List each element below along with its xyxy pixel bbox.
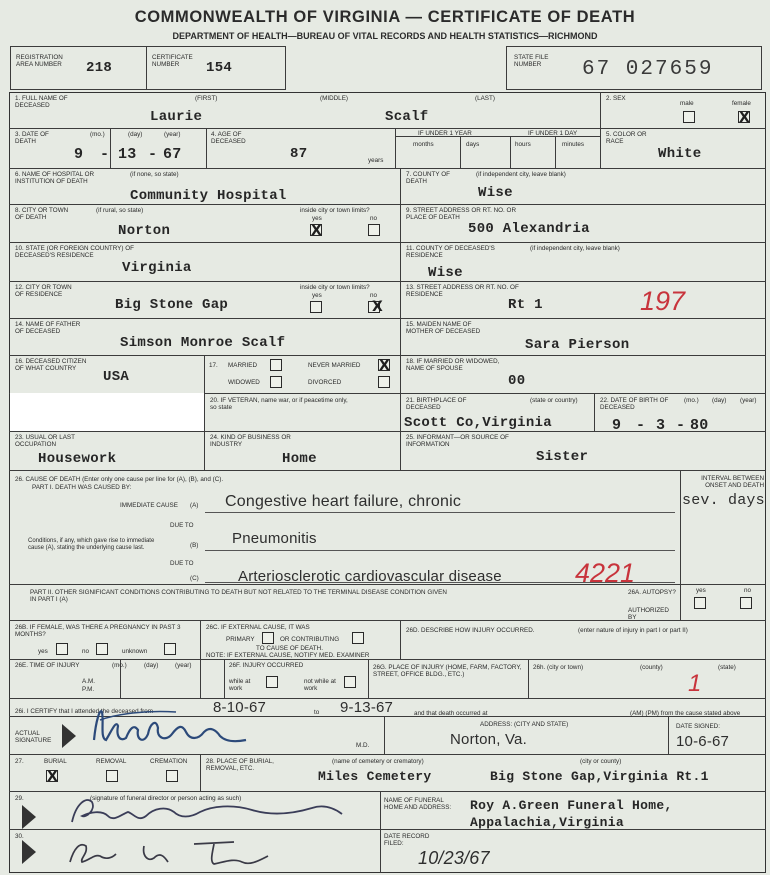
street-of-residence: Rt 1 [508, 297, 543, 313]
informant-value: Sister [536, 449, 589, 465]
pregnancy-label: 26B. IF FEMALE, WAS THERE A PREGNANCY IN PAST 3 MONTHS? [15, 624, 181, 638]
under-1-year-label: IF UNDER 1 YEAR [418, 130, 472, 137]
conditions-note: Conditions, if any, which gave rise to immediate cause (A), stating the underlying cause last. [28, 538, 155, 551]
burial-mark: X [47, 769, 58, 785]
time-of-injury-label: 26E. TIME OF INJURY [15, 662, 80, 669]
rural-note: (if rural, so state) [96, 207, 144, 214]
registrar-signature [64, 832, 284, 872]
death-day: 13 [118, 146, 137, 163]
external-cause-label: 26C. IF EXTERNAL CAUSE, IT WAS [206, 624, 310, 631]
physician-signature [86, 700, 266, 754]
certificate-number-label: CERTIFICATE NUMBER [152, 54, 193, 68]
father-label: 14. NAME OF FATHER OF DECEASED [15, 321, 81, 335]
years-label: years [368, 157, 384, 164]
deceased-first-name: Laurie [150, 109, 203, 125]
married-checkbox[interactable] [270, 359, 282, 371]
veteran-label: 20. IF VETERAN, name war, or if peacetime only, so state [210, 397, 348, 411]
divorced-checkbox[interactable] [378, 376, 390, 388]
dob-label: 22. DATE OF BIRTH OF DECEASED [600, 397, 669, 411]
mother-label: 15. MAIDEN NAME OF MOTHER OF DECEASED [406, 321, 481, 335]
red-annotation-4221: 4221 [575, 558, 636, 588]
first-label: (FIRST) [195, 95, 218, 102]
deceased-last-name: Scalf [385, 109, 429, 125]
citizen-label: 16. DECEASED CITIZEN OF WHAT COUNTRY [15, 358, 87, 372]
place-of-burial-label: 28. PLACE OF BURIAL, REMOVAL, ETC. [206, 758, 274, 772]
and-that-label: and that death occurred at [414, 710, 488, 717]
age-value: 87 [290, 146, 308, 162]
dob-day-label: (day) [712, 397, 727, 404]
date-of-death-label: 3. DATE OF DEATH [15, 131, 49, 145]
dob-mo-label: (mo.) [684, 397, 699, 404]
county-of-death-label: 7. COUNTY OF DEATH [406, 171, 450, 185]
injury-description-label: 26D. DESCRIBE HOW INJURY OCCURRED. [406, 627, 535, 634]
date-record-filed: 10/23/67 [418, 848, 490, 868]
city-of-death-label: 8. CITY OR TOWN OF DEATH [15, 207, 69, 221]
county-residence-note: (if independent city, leave blank) [530, 245, 620, 252]
occupation-label: 23. USUAL OR LAST OCCUPATION [15, 434, 75, 448]
ampm-label: (AM) (PM) from the cause stated above [630, 710, 741, 717]
certificate-title: COMMONWEALTH OF VIRGINIA — CERTIFICATE OF DEATH [134, 8, 636, 26]
birthplace-value: Scott Co,Virginia [404, 415, 552, 431]
death-year: 67 [163, 146, 182, 163]
cause-c: Arteriosclerotic cardiovascular disease [238, 568, 502, 585]
injury-mo-label: (mo.) [112, 662, 127, 669]
inside-yes-label: yes [312, 215, 322, 222]
injury-occurred-label: 26F. INJURY OCCURRED [229, 662, 304, 669]
county-of-death: Wise [478, 185, 513, 201]
dob-year-label: (year) [740, 397, 757, 404]
not-while-checkbox[interactable] [344, 676, 356, 688]
death-dash-2: - [148, 146, 158, 163]
death-year-label: (year) [164, 131, 181, 138]
male-checkbox[interactable] [683, 111, 695, 123]
redacted-block [10, 393, 204, 431]
father-name: Simson Monroe Scalf [120, 335, 286, 351]
cemetery-note: (name of cemetery or crematory) [332, 758, 424, 765]
city-of-residence: Big Stone Gap [115, 297, 229, 313]
inside-no-label: no [370, 215, 378, 222]
divorced-label: DIVORCED [308, 379, 342, 386]
age-label: 4. AGE OF DECEASED [211, 131, 246, 145]
res-no-label: no [370, 292, 378, 299]
death-day-label: (day) [128, 131, 143, 138]
city-county-note: (city or county) [580, 758, 622, 765]
autopsy-no-checkbox[interactable] [740, 597, 752, 609]
cause-a: Congestive heart failure, chronic [225, 493, 462, 510]
funeral-home-label: NAME OF FUNERAL HOME AND ADDRESS: [384, 797, 452, 811]
disposition-label: 27. [15, 758, 24, 765]
city-residence-label: 12. CITY OR TOWN OF RESIDENCE [15, 284, 72, 298]
race-value: White [658, 146, 702, 162]
spouse-name: 00 [508, 373, 526, 389]
birth-month: 9 [612, 417, 622, 434]
city-of-death: Norton [118, 223, 171, 239]
citizen-country: USA [103, 369, 130, 385]
funeral-home-line1: Roy A.Green Funeral Home, [470, 798, 673, 813]
autopsy-yes-label: yes [696, 587, 706, 594]
spouse-label: 18. IF MARRIED OR WIDOWED, NAME OF SPOUSE [406, 358, 500, 372]
informant-label: 25. INFORMANT—OR SOURCE OF INFORMATION [406, 434, 509, 448]
street-of-death: 500 Alexandria [468, 221, 590, 237]
attended-to: 9-13-67 [340, 699, 394, 716]
certify-label: 26i. I CERTIFY that I attended the deceased from [15, 708, 154, 715]
female-label: female [732, 100, 751, 107]
female-check-mark: X [739, 110, 750, 126]
res-inside-no-mark: X [372, 299, 383, 315]
last-label: (LAST) [475, 95, 495, 102]
autopsy-label: 26A. AUTOPSY? [628, 589, 676, 596]
county-residence-label: 11. COUNTY OF DECEASED'S RESIDENCE [406, 245, 495, 259]
interval-label: INTERVAL BETWEEN ONSET AND DEATH [701, 475, 764, 489]
death-dash-1: - [100, 146, 110, 163]
actual-signature-label: ACTUAL SIGNATURE [15, 730, 52, 744]
physician-address: Norton, Va. [450, 731, 527, 748]
pregnancy-unknown-checkbox[interactable] [164, 643, 176, 655]
pregnancy-yes-checkbox[interactable] [56, 643, 68, 655]
birth-dash-1: - [636, 417, 646, 434]
contributing-checkbox[interactable] [352, 632, 364, 644]
widowed-checkbox[interactable] [270, 376, 282, 388]
street-death-label: 9. STREET ADDRESS OR RT. NO. OR PLACE OF DEATH [406, 207, 516, 221]
registration-area-label: REGISTRATION AREA NUMBER [16, 54, 63, 68]
birthplace-note: (state or country) [530, 397, 578, 404]
funeral-number-label: 29. [15, 795, 24, 802]
cause-b: Pneumonitis [232, 530, 317, 547]
death-inside-no-checkbox[interactable] [368, 224, 380, 236]
to-cause-label: TO CAUSE OF DEATH. [256, 645, 323, 652]
death-inside-yes-mark: X [311, 223, 322, 239]
line-c-label: (C) [190, 575, 199, 582]
registration-area-number: 218 [86, 60, 113, 76]
birth-dash-2: - [676, 417, 686, 434]
removal-label: REMOVAL [96, 758, 127, 765]
arrow-marker-2 [22, 805, 36, 829]
res-yes-label: yes [312, 292, 322, 299]
middle-label: (MIDDLE) [320, 95, 348, 102]
injury-county-label: (county) [640, 664, 663, 671]
hospital-label: 6. NAME OF HOSPITAL OR INSTITUTION OF DEATH [15, 171, 95, 185]
contributing-label: OR CONTRIBUTING [280, 636, 340, 643]
burial-label: BURIAL [44, 758, 67, 765]
due-to-b-label: DUE TO [170, 522, 194, 529]
certificate-subtitle: DEPARTMENT OF HEALTH—BUREAU OF VITAL RECORDS AND HEALTH STATISTICS—RICHMOND [172, 31, 598, 41]
injury-state-label: (state) [718, 664, 736, 671]
immediate-label: IMMEDIATE CAUSE [120, 502, 178, 509]
line-a-label: (A) [190, 502, 199, 509]
pregnancy-unknown-label: unknown [122, 648, 148, 655]
birth-day: 3 [656, 417, 666, 434]
pm-label: P.M. [82, 686, 95, 693]
registration-box [10, 46, 286, 90]
married-label: MARRIED [228, 362, 258, 369]
am-label: A.M. [82, 678, 95, 685]
county-of-death-note: (if independent city, leave blank) [476, 171, 566, 178]
injury-description-note: (enter nature of injury in part I or part II) [578, 627, 688, 634]
red-annotation-1: 1 [688, 670, 702, 697]
state-file-number: 67 027659 [582, 58, 714, 81]
registrar-number-label: 30. [15, 833, 24, 840]
death-mo-label: (mo.) [90, 131, 105, 138]
funeral-director-signature [62, 790, 352, 830]
red-annotation-197: 197 [640, 286, 686, 316]
cremation-label: CREMATION [150, 758, 188, 765]
autopsy-no-label: no [744, 587, 752, 594]
minutes-label: minutes [562, 141, 585, 148]
state-residence-label: 10. STATE (OR FOREIGN COUNTRY) OF DECEASED'S RESIDENCE [15, 245, 134, 259]
external-note: NOTE: IF EXTERNAL CAUSE, NOTIFY MED. EXAMINER [206, 652, 370, 659]
md-label: M.D. [356, 742, 370, 749]
hospital-note: (if none, so state) [130, 171, 179, 178]
never-married-mark: X [379, 358, 390, 374]
autopsy-yes-checkbox[interactable] [694, 597, 706, 609]
business-label: 24. KIND OF BUSINESS OR INDUSTRY [210, 434, 291, 448]
injury-city-label: 26h. (city or town) [533, 664, 584, 671]
male-label: male [680, 100, 694, 107]
mother-maiden-name: Sara Pierson [525, 337, 630, 353]
date-signed: 10-6-67 [676, 733, 730, 750]
res-inside-limits-label: inside city or town limits? [300, 284, 370, 291]
part2-label: PART II. OTHER SIGNIFICANT CONDITIONS CONTRIBUTING TO DEATH BUT NOT RELATED TO THE TERMINAL DISEASE CONDITION GIVEN IN PART I (A) [30, 589, 447, 603]
birthplace-label: 21. BIRTHPLACE OF DECEASED [406, 397, 467, 411]
months-label: months [413, 141, 434, 148]
place-of-injury-label: 26G. PLACE OF INJURY (HOME, FARM, FACTORY, STREET, OFFICE BLDG., ETC.) [373, 664, 522, 678]
never-married-label: NEVER MARRIED [308, 362, 361, 369]
cremation-checkbox[interactable] [166, 770, 178, 782]
not-while-at-work-label: not while at work [304, 678, 336, 692]
line-b-label: (B) [190, 542, 199, 549]
arrow-marker-1 [62, 724, 76, 748]
sex-label: 2. SEX [606, 95, 626, 102]
inside-limits-label: inside city or town limits? [300, 207, 370, 214]
hospital-name: Community Hospital [130, 188, 287, 204]
birth-year: 80 [690, 417, 709, 434]
date-record-filed-label: DATE RECORD FILED: [384, 833, 430, 847]
part1-label: PART I. DEATH WAS CAUSED BY: [32, 484, 132, 491]
street-residence-label: 13. STREET ADDRESS OR RT. NO. OF RESIDENCE [406, 284, 519, 298]
authorized-label: AUTHORIZED BY [628, 607, 669, 621]
date-signed-label: DATE SIGNED: [676, 723, 720, 730]
funeral-home-line2: Appalachia,Virginia [470, 815, 624, 830]
injury-day-label: (day) [144, 662, 159, 669]
pregnancy-no-checkbox[interactable] [96, 643, 108, 655]
pregnancy-no-label: no [82, 648, 90, 655]
county-of-residence: Wise [428, 265, 463, 281]
burial-city: Big Stone Gap,Virginia Rt.1 [490, 769, 709, 784]
interval-a: sev. days [682, 492, 765, 509]
to-label: to [314, 709, 320, 716]
race-label: 5. COLOR OR RACE [606, 131, 647, 145]
hours-label: hours [515, 141, 531, 148]
widowed-label: WIDOWED [228, 379, 260, 386]
funeral-signature-note: (signature of funeral director or person acting as such) [90, 795, 242, 802]
days-label: days [466, 141, 480, 148]
due-to-c-label: DUE TO [170, 560, 194, 567]
primary-label: PRIMARY [226, 636, 255, 643]
burial-place: Miles Cemetery [318, 769, 432, 784]
primary-checkbox[interactable] [262, 632, 274, 644]
cause-label: 26. CAUSE OF DEATH (Enter only one cause per line for (A), (B), and (C). [15, 476, 224, 483]
while-at-work-checkbox[interactable] [266, 676, 278, 688]
pregnancy-yes-label: yes [38, 648, 48, 655]
certificate-number: 154 [206, 60, 233, 76]
full-name-label: 1. FULL NAME OF DECEASED [15, 95, 68, 109]
marital-label: 17. [209, 362, 218, 369]
occupation-value: Housework [38, 451, 117, 467]
state-file-label: STATE FILE NUMBER [514, 54, 549, 68]
under-1-day-label: IF UNDER 1 DAY [528, 130, 578, 137]
address-label: ADDRESS: (CITY AND STATE) [480, 721, 569, 728]
injury-year-label: (year) [175, 662, 192, 669]
arrow-marker-3 [22, 840, 36, 864]
attended-from: 8-10-67 [213, 699, 267, 716]
state-of-residence: Virginia [122, 260, 192, 276]
res-inside-yes-checkbox[interactable] [310, 301, 322, 313]
business-value: Home [282, 451, 317, 467]
while-at-work-label: while at work [229, 678, 251, 692]
death-month: 9 [74, 146, 84, 163]
removal-checkbox[interactable] [106, 770, 118, 782]
